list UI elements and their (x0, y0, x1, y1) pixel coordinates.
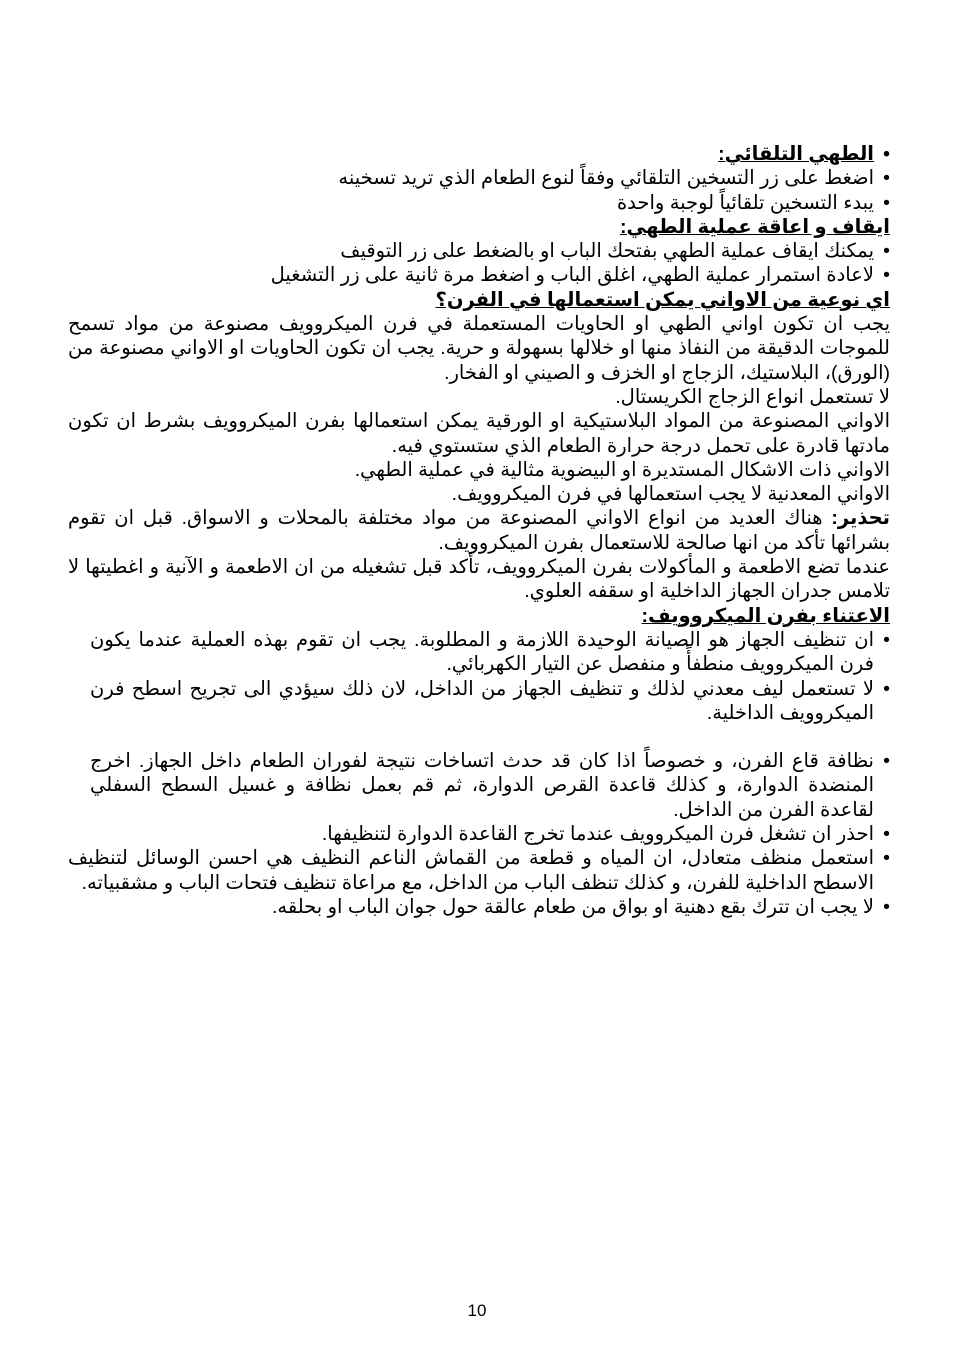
stop-resume-heading: ايقاف و اعاقة عملية الطهي: (620, 215, 890, 238)
care-bullet-3: • نظافة قاع الفرن، و خصوصاً اذا كان قد حدث اتساخات نتيجة لفوران الطعام داخل الجهاز. اخرج المنضدة الدوارة، و كذلك قاعدة القرص الدوارة، ثم قم بعمل نظافة و غسيل السطح السفلي لقاعدة الفرن من الداخل. (68, 749, 890, 822)
care-bullet-6: • لا يجب ان تترك بقع دهنية او بواق من طعام عالقة حول جوان الباب او بحلقه. (68, 895, 890, 919)
utensils-paragraph-1: يجب ان تكون اواني الطهي او الحاويات المستعملة في فرن الميكروويف مصنوعة من مواد تسمح للموجات الدقيقة من النفاذ منها او خلالها بسهولة و حرية. يجب ان تكون الحاويات او الاواني مصنوعة من (الورق)، البلاستيك، الزجاج او الخزف و الصيني او الفخار. (68, 313, 890, 384)
care-bullet-2: • لا تستعمل ليف معدني لذلك و تنظيف الجهاز من الداخل، لان ذلك سيؤدي الى تجريح اسطح فرن الميكروويف الداخلية. (90, 677, 890, 726)
warning-text: هناك العديد من انواع الاواني المصنوعة من مواد مختلفة بالمحلات و الاسواق. قبل ان تقوم بشرائها تأكد من انها صالحة للاستعمال بفرن الميكروويف. (68, 507, 890, 554)
stop-resume-bullet-1: • يمكنك ايقاف عملية الطهي بفتحك الباب او بالضغط على زر التوقيف (68, 239, 890, 263)
care-list-2 (68, 749, 890, 919)
page-number: 10 (467, 1301, 487, 1320)
care-bullet-1: • ان تنظيف الجهاز هو الصيانة الوحيدة اللازمة و المطلوبة. يجب ان تقوم بهذه العملية عندما يكون فرن الميكروويف منطفأً و منفصل عن التيار الكهربائي. (90, 628, 890, 677)
warning-label: تحذير: (831, 507, 890, 530)
auto-cooking-bullet-2: • يبدء التسخين تلقائياً لوجبة واحدة (68, 191, 890, 215)
utensils-paragraph-5: الاواني المعدنية لا يجب استعمالها في فرن الميكروويف. (451, 483, 890, 506)
utensils-paragraph-2: لا تستعمل انواع الزجاج الكريستال. (615, 385, 890, 408)
utensils-paragraph-4: الاواني ذات الاشكال المستديرة او البيضوية مثالية في عملية الطهي. (354, 458, 890, 481)
care-heading: الاعتناء بفرن الميكروويف: (641, 604, 890, 627)
spacer (68, 725, 890, 749)
stop-resume-bullet-2: • لاعادة استمرار عملية الطهي، اغلق الباب و اضغط مرة ثانية على زر التشغيل (68, 263, 890, 287)
auto-cooking-bullet-1: • اضغط على زر التسخين التلقائي وفقاً لنوع الطعام الذي تريد تسخينه (68, 166, 890, 190)
utensils-paragraph-3: الاواني المصنوعة من المواد البلاستيكية او الورقية يمكن استعمالها بفرن الميكروويف بشرط ان تكون مادتها قادرة على تحمل درجة حرارة الطعام الذي ستستوي فيه. (68, 410, 890, 457)
warning-paragraph (68, 506, 890, 555)
manual-page-content (68, 142, 890, 919)
utensils-closing-paragraph: عندما تضع الاطعمة و المأكولات بفرن الميكروويف، تأكد قبل تشغيله من ان الاطعمة و الآنية و اغطيتها لا تلامس جدران الجهاز الداخلية او سقفه العلوي. (68, 556, 890, 603)
care-bullet-4: • احذر ان تشغل فرن الميكروويف عندما تخرج القاعدة الدوارة لتنظيفها. (68, 822, 890, 846)
care-list-1 (68, 628, 890, 725)
utensils-heading: اي نوعية من الاواني يمكن استعمالها في الفرن؟ (435, 288, 890, 311)
care-bullet-5: • استعمل منظف متعادل، ان المياه و قطعة من القماش الناعم النظيف هي احسن الوسائل لتنظيف الاسطح الداخلية للفرن، و كذلك تنظف الباب من الداخل، مع مراعاة تنظيف فتحات الباب و مشقبياته. (68, 846, 890, 895)
auto-cooking-heading: • الطهي التلقائي: (68, 142, 890, 166)
